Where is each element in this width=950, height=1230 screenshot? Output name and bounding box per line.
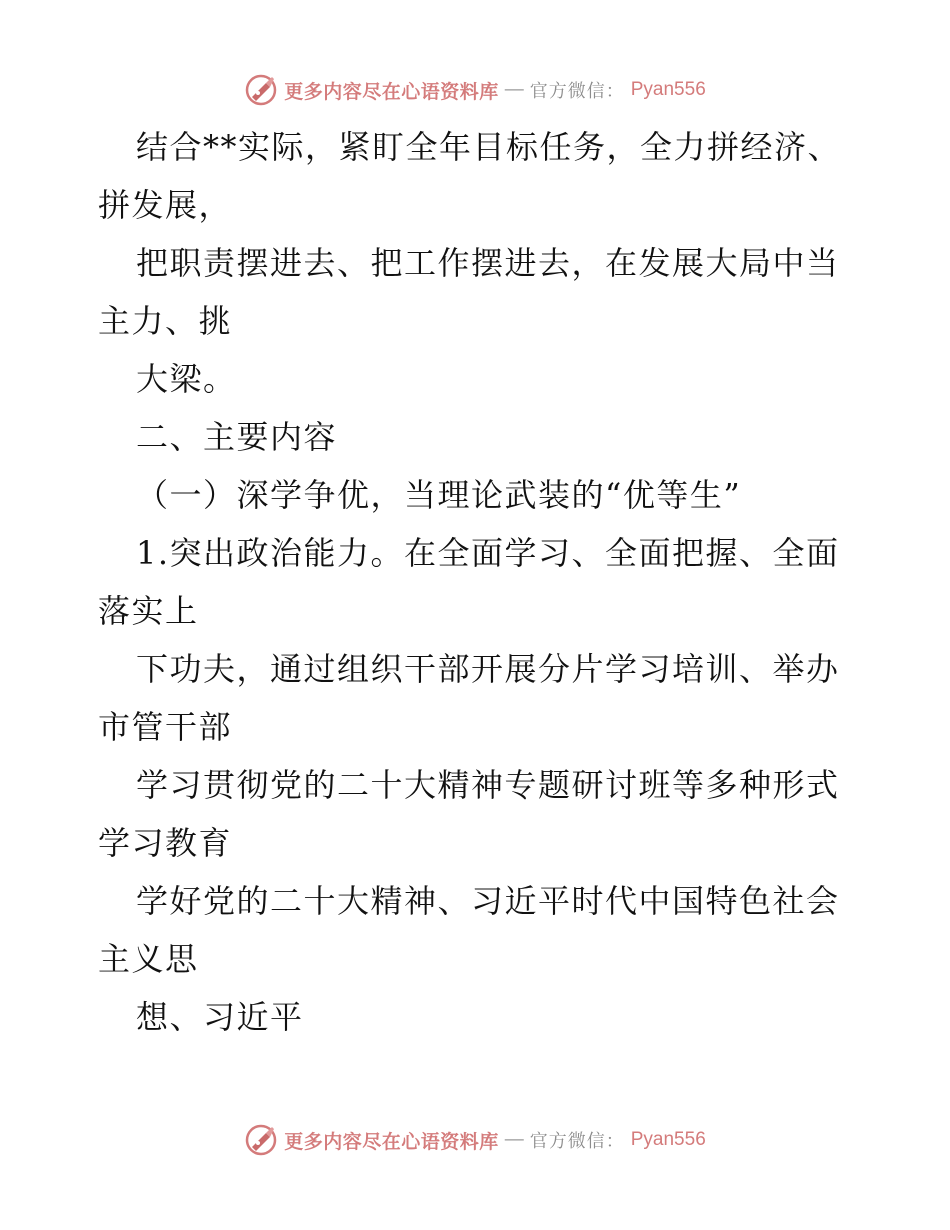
watermark-wechat-id: Pyan556 [630,1129,706,1150]
text-line: 想、习近平 [136,998,304,1036]
pen-nib-logo-icon [244,1123,278,1157]
watermark-dash: — [504,1129,524,1150]
text-line: 市管干部 [98,708,233,746]
text-line: 把职责摆进去、把工作摆进去，在发展大局中当 [136,244,840,282]
header-watermark [0,70,950,110]
pen-nib-logo-icon [244,73,278,107]
text-line: 主义思 [98,940,199,978]
watermark-text: 更多内容尽在心语资料库 [284,1130,499,1153]
watermark-dash: — [504,79,524,100]
section-heading: 二、主要内容 [136,418,338,456]
text-line: 落实上 [98,592,199,630]
watermark-wechat-label: 官方微信： [529,1131,625,1152]
text-line: 下功夫，通过组织干部开展分片学习培训、举办 [136,650,840,688]
watermark-wechat-label: 官方微信： [529,81,625,102]
document-body [98,118,858,1046]
text-line: 学习贯彻党的二十大精神专题研讨班等多种形式 [136,766,840,804]
footer-watermark [0,1120,950,1160]
watermark-wechat-id: Pyan556 [630,79,706,100]
watermark-text: 更多内容尽在心语资料库 [284,80,499,103]
text-line: 学好党的二十大精神、习近平时代中国特色社会 [136,882,840,920]
subsection-heading: （一）深学争优，当理论武装的“优等生” [136,476,742,514]
text-line: 结合**实际，紧盯全年目标任务，全力拼经济、 [136,128,842,166]
text-line: 大梁。 [136,360,237,398]
text-line: 学习教育 [98,824,233,862]
text-line: 主力、挑 [98,302,233,340]
text-line: 拼发展， [98,186,233,224]
text-line: 1.突出政治能力。在全面学习、全面把握、全面 [136,534,840,572]
